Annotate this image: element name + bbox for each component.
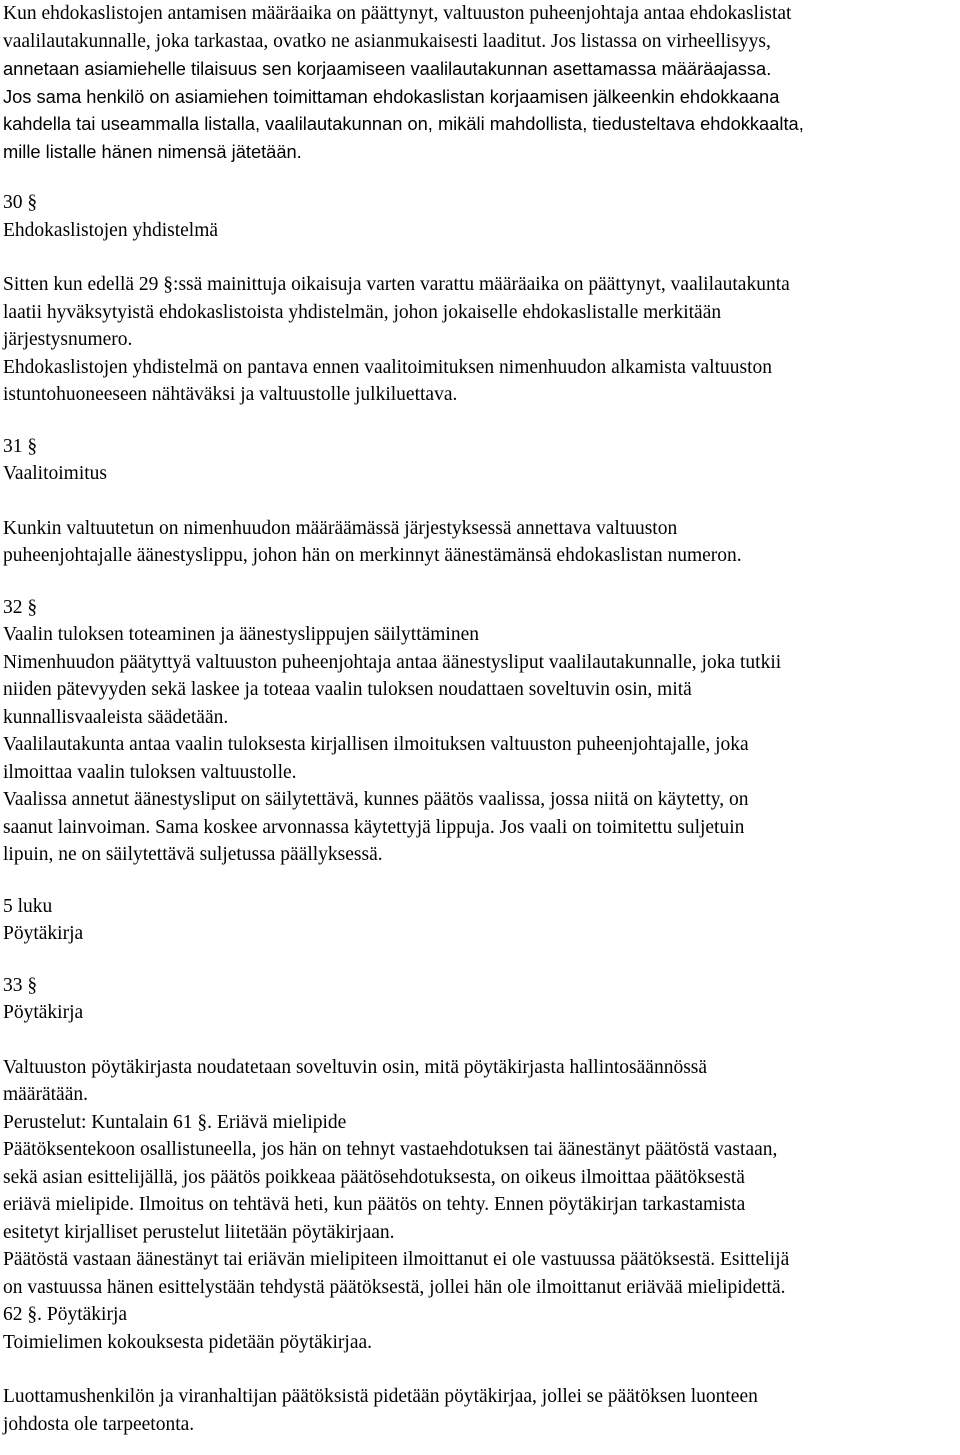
text-line: määrätään. bbox=[3, 1084, 88, 1105]
text-line: johdosta ole tarpeetonta. bbox=[3, 1413, 195, 1435]
text-line: Jos sama henkilö on asiamiehen toimittaman ehdokaslistan korjaamisen jälkeenkin ehdokkaana bbox=[3, 85, 780, 107]
document-page bbox=[3, 0, 957, 1438]
section-title: Vaalitoimitus bbox=[3, 463, 107, 484]
text-line: Perustelut: Kuntalain 61 §. Eriävä mielipide bbox=[3, 1111, 347, 1133]
section-30 bbox=[3, 189, 957, 409]
text-line: Vaalilautakunta antaa vaalin tuloksesta kirjallisen ilmoituksen valtuuston puheenjohtajalle, joka bbox=[3, 734, 749, 755]
text-line: ilmoittaa vaalin tuloksen valtuustolle. bbox=[3, 761, 297, 783]
section-number: 31 § bbox=[3, 435, 38, 457]
text-line: mille listalle hänen nimensä jätetään. bbox=[3, 140, 302, 162]
section-number: 30 § bbox=[3, 192, 38, 213]
text-line: eriävä mielipide. Ilmoitus on tehtävä heti, kun päätös on tehty. Ennen pöytäkirjan tarkastamista bbox=[3, 1194, 746, 1215]
text-line: Luottamushenkilön ja viranhaltijan päätöksistä pidetään pöytäkirjaa, jollei se päätöksen luonteen bbox=[3, 1386, 758, 1407]
text-line: kunnallisvaaleista säädetään. bbox=[3, 706, 229, 728]
text-line: Päätöksentekoon osallistuneella, jos hän on tehnyt vastaehdotuksen tai äänestänyt päätöstä vastaan, bbox=[3, 1139, 778, 1160]
text-line: Kun ehdokaslistojen antamisen määräaika on päättynyt, valtuuston puheenjohtaja antaa ehdokaslistat bbox=[3, 3, 792, 24]
intro-paragraph bbox=[3, 0, 957, 165]
text-line: on vastuussa hänen esittelystään tehdystä päätöksestä, jollei hän ole ilmoittanut eriävää mielipidettä. bbox=[3, 1276, 786, 1298]
text-line: lipuin, ne on säilytettävä suljetussa päällyksessä. bbox=[3, 844, 383, 865]
text-line: Vaalissa annetut äänestysliput on säilytettävä, kunnes päätös vaalissa, jossa niitä on käytetty, on bbox=[3, 789, 749, 810]
section-number: 32 § bbox=[3, 596, 38, 618]
chapter-title: Pöytäkirja bbox=[3, 923, 84, 944]
chapter-number: 5 luku bbox=[3, 895, 53, 917]
text-line: Toimielimen kokouksesta pidetään pöytäkirjaa. bbox=[3, 1331, 373, 1353]
section-title: Ehdokaslistojen yhdistelmä bbox=[3, 219, 219, 241]
text-line: Kunkin valtuutetun on nimenhuudon määräämässä järjestyksessä annettava valtuuston bbox=[3, 517, 678, 539]
text-line: istuntohuoneeseen nähtäväksi ja valtuustolle julkiluettava. bbox=[3, 384, 458, 405]
text-line: kahdella tai useammalla listalla, vaalilautakunnan on, mikäli mahdollista, tiedusteltava ehdokkaalta, bbox=[3, 113, 804, 134]
section-32 bbox=[3, 594, 957, 869]
text-line: sekä asian esittelijällä, jos päätös poikkeaa päätösehdotuksesta, on oikeus ilmoittaa päätöksestä bbox=[3, 1166, 745, 1188]
text-line: vaalilautakunnalle, joka tarkastaa, ovatko ne asianmukaisesti laaditut. Jos listassa on virheellisyys, bbox=[3, 30, 771, 52]
text-line: esitetyt kirjalliset perustelut liitetään pöytäkirjaan. bbox=[3, 1221, 395, 1243]
chapter-5 bbox=[3, 893, 957, 948]
text-line: laatii hyväksytyistä ehdokaslistoista yhdistelmän, johon jokaiselle ehdokaslistalle merkitään bbox=[3, 301, 722, 323]
text-line: järjestysnumero. bbox=[3, 329, 133, 350]
section-33 bbox=[3, 972, 957, 1439]
text-line: Nimenhuudon päätyttyä valtuuston puheenjohtaja antaa äänestysliput vaalilautakunnalle, joka tutkii bbox=[3, 651, 782, 673]
section-31 bbox=[3, 433, 957, 570]
text-line: puheenjohtajalle äänestyslippu, johon hän on merkinnyt äänestämänsä ehdokaslistan numeron. bbox=[3, 545, 742, 566]
section-title: Pöytäkirja bbox=[3, 1002, 84, 1023]
text-line: niiden pätevyyden sekä laskee ja toteaa vaalin tuloksen noudattaen soveltuvin osin, mitä bbox=[3, 679, 692, 700]
text-line: Sitten kun edellä 29 §:ssä mainittuja oikaisuja varten varattu määräaika on päättynyt, vaalilautakunta bbox=[3, 274, 790, 295]
text-line: annetaan asiamiehelle tilaisuus sen korjaamiseen vaalilautakunnan asettamassa määräajassa. bbox=[3, 58, 772, 79]
section-title: Vaalin tuloksen toteaminen ja äänestyslippujen säilyttäminen bbox=[3, 624, 480, 645]
section-number: 33 § bbox=[3, 974, 38, 996]
text-line: 62 §. Pöytäkirja bbox=[3, 1304, 128, 1325]
text-line: Valtuuston pöytäkirjasta noudatetaan soveltuvin osin, mitä pöytäkirjasta hallintosäännössä bbox=[3, 1056, 708, 1078]
text-line: Ehdokaslistojen yhdistelmä on pantava ennen vaalitoimituksen nimenhuudon alkamista valtuuston bbox=[3, 356, 773, 378]
text-line: Päätöstä vastaan äänestänyt tai eriävän mielipiteen ilmoittanut ei ole vastuussa päätöksestä. Esittelijä bbox=[3, 1249, 790, 1270]
text-line: saanut lainvoiman. Sama koskee arvonnassa käytettyjä lippuja. Jos vaali on toimitettu suljetuin bbox=[3, 816, 745, 838]
